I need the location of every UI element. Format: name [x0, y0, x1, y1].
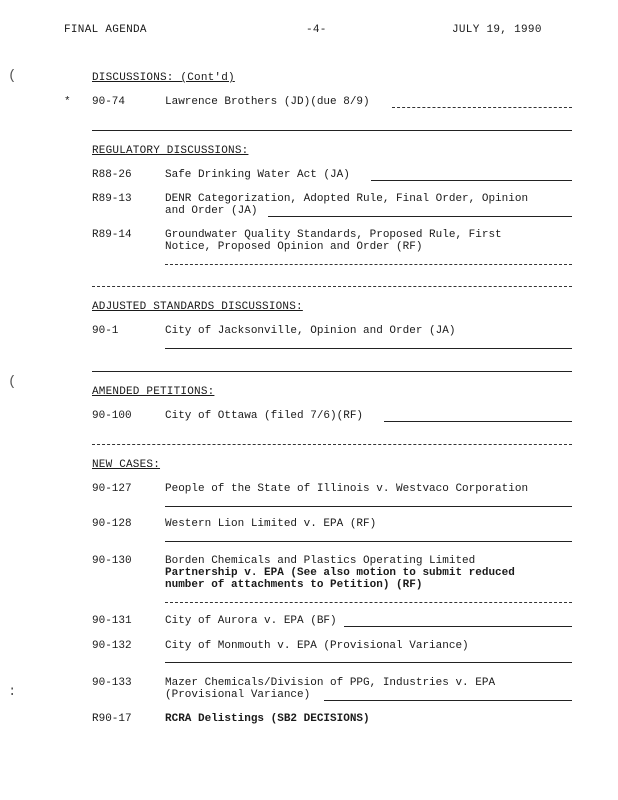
case-number: 90-131	[92, 615, 132, 627]
case-number: R90-17	[92, 713, 132, 725]
case-number: 90-132	[92, 640, 132, 652]
case-title-line3: number of attachments to Petition) (RF)	[165, 579, 423, 591]
fill-line	[384, 421, 572, 422]
margin-mark-2: (	[8, 374, 17, 390]
case-number: 90-130	[92, 555, 132, 567]
case-title-line2: and Order (JA)	[165, 205, 258, 217]
priority-star: *	[64, 96, 71, 108]
case-number: 90-74	[92, 96, 126, 108]
fill-line	[165, 506, 572, 507]
case-number: 90-1	[92, 325, 119, 337]
margin-mark-3: :	[8, 684, 17, 700]
case-number: R89-13	[92, 193, 132, 205]
separator-rule	[92, 130, 572, 131]
margin-mark-1: (	[8, 68, 17, 84]
fill-line	[371, 180, 572, 181]
case-number: 90-100	[92, 410, 132, 422]
case-title-line1: Groundwater Quality Standards, Proposed Rule, First	[165, 229, 502, 241]
case-number: 90-128	[92, 518, 132, 530]
case-number: R89-14	[92, 229, 132, 241]
section-discussions: DISCUSSIONS: (Cont'd)	[92, 72, 235, 84]
page-number: -4-	[306, 24, 327, 36]
fill-line	[324, 700, 572, 701]
fill-line	[268, 216, 572, 217]
case-title-line2: (Provisional Variance)	[165, 689, 311, 701]
case-title: RCRA Delistings (SB2 DECISIONS)	[165, 713, 370, 725]
separator-rule	[92, 371, 572, 372]
case-number: 90-127	[92, 483, 132, 495]
header-date: JULY 19, 1990	[452, 24, 542, 36]
fill-line	[392, 107, 572, 108]
fill-line	[344, 626, 572, 627]
case-title-line1: Borden Chemicals and Plastics Operating Limited	[165, 555, 476, 567]
fill-line	[165, 602, 572, 603]
case-title-line2: Partnership v. EPA (See also motion to submit reduced	[165, 567, 515, 579]
section-regulatory: REGULATORY DISCUSSIONS:	[92, 145, 249, 157]
section-new-cases: NEW CASES:	[92, 459, 161, 471]
case-title: City of Ottawa (filed 7/6)(RF)	[165, 410, 364, 422]
case-title: City of Monmouth v. EPA (Provisional Variance)	[165, 640, 469, 652]
case-title: People of the State of Illinois v. Westvaco Corporation	[165, 483, 529, 495]
case-title: Western Lion Limited v. EPA (RF)	[165, 518, 377, 530]
case-title: City of Jacksonville, Opinion and Order (JA)	[165, 325, 456, 337]
case-title-line1: DENR Categorization, Adopted Rule, Final Order, Opinion	[165, 193, 529, 205]
fill-line	[165, 662, 572, 663]
fill-line	[165, 264, 572, 265]
case-title: City of Aurora v. EPA (BF)	[165, 615, 337, 627]
case-title: Lawrence Brothers (JD)(due 8/9)	[165, 96, 370, 108]
section-amended: AMENDED PETITIONS:	[92, 386, 215, 398]
case-number: R88-26	[92, 169, 132, 181]
case-title-line1: Mazer Chemicals/Division of PPG, Industries v. EPA	[165, 677, 496, 689]
separator-rule	[92, 286, 572, 287]
case-title-line2: Notice, Proposed Opinion and Order (RF)	[165, 241, 423, 253]
case-title: Safe Drinking Water Act (JA)	[165, 169, 350, 181]
header-left: FINAL AGENDA	[64, 24, 147, 36]
fill-line	[165, 541, 572, 542]
section-adjusted: ADJUSTED STANDARDS DISCUSSIONS:	[92, 301, 303, 313]
fill-line	[165, 348, 572, 349]
separator-rule	[92, 444, 572, 445]
case-number: 90-133	[92, 677, 132, 689]
